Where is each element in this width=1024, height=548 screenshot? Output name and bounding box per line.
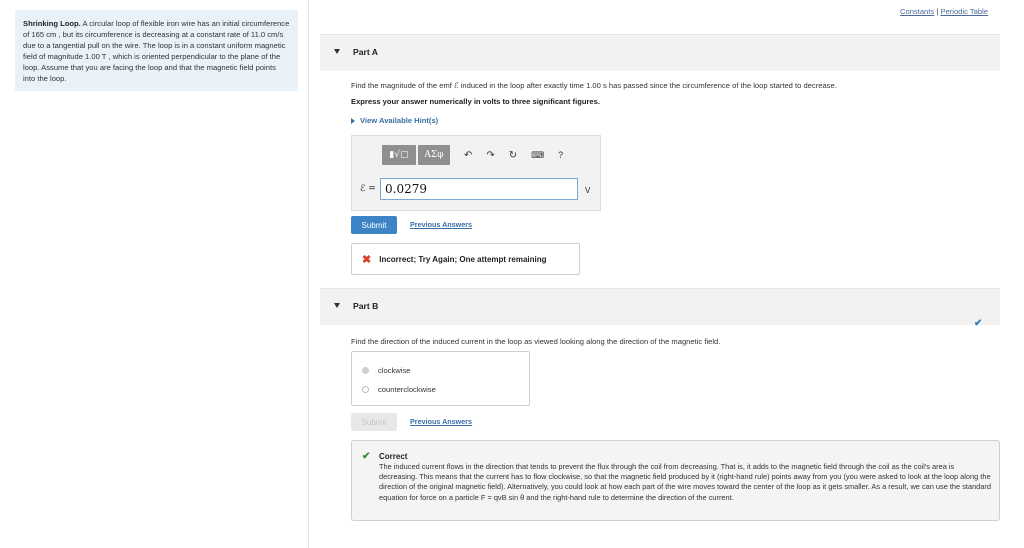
top-links xyxy=(900,7,988,16)
part-a-instruction: Express your answer numerically in volts to three significant figures. xyxy=(351,97,600,106)
help-icon[interactable]: ? xyxy=(558,150,564,160)
panel-divider xyxy=(308,0,309,548)
problem-intro-panel xyxy=(15,10,298,91)
constants-link[interactable]: Constants xyxy=(900,7,935,16)
periodic-table-link[interactable]: Periodic Table xyxy=(940,7,988,16)
part-a-submit-button[interactable]: Submit xyxy=(351,216,397,234)
undo-icon[interactable]: ↶ xyxy=(464,149,473,161)
part-a-previous-answers-link[interactable]: Previous Answers xyxy=(410,220,473,229)
correct-explanation: The induced current flows in the direction that tends to prevent the flux through the coil from decreasing. That is, it adds to the magnetic field through the coil as the coil's area is decreasing. This means that the current has to flow clockwise, so that the magnetic field produced by it (right-hand rule) points away from you (you were asked to look at the loop along the direction of the original magnetic field). Alternatively, you could look at how each part of the wire moves toward the center of the loop as it gets smaller. As a result, we can use the standard equation for force on a particle F = qvB sin θ and the right-hand rule to determine the direction of the current. xyxy=(379,462,991,502)
keyboard-icon[interactable]: ⌨ xyxy=(531,149,545,160)
emf-answer-input[interactable]: 0.0279 xyxy=(380,178,578,200)
part-b-feedback xyxy=(351,440,1000,521)
symbols-button[interactable]: ΑΣφ xyxy=(418,145,450,165)
part-b-previous-answers-link[interactable]: Previous Answers xyxy=(410,417,473,426)
part-a-header[interactable] xyxy=(320,34,1000,71)
option-label: clockwise xyxy=(378,366,411,375)
part-b-submit-button[interactable]: Submit xyxy=(351,413,397,431)
emf-label: ℰ = xyxy=(360,184,376,194)
collapse-triangle-icon[interactable] xyxy=(334,49,340,54)
part-a-feedback xyxy=(351,243,580,275)
links-separator: | xyxy=(936,7,939,16)
collapse-triangle-icon[interactable] xyxy=(334,303,340,308)
hint-label: View Available Hint(s) xyxy=(360,116,439,125)
part-b-question: Find the direction of the induced current in the loop as viewed looking along the direction of the magnetic field. xyxy=(351,337,721,346)
view-hints-link[interactable] xyxy=(351,116,438,125)
problem-title: Shrinking Loop. xyxy=(23,19,81,28)
part-b-title: Part B xyxy=(353,301,379,311)
option-clockwise[interactable] xyxy=(362,366,411,375)
redo-icon[interactable]: ↷ xyxy=(486,149,495,161)
part-a-title: Part A xyxy=(353,47,378,57)
radio-selected[interactable] xyxy=(362,367,369,374)
expand-triangle-icon xyxy=(351,118,355,124)
reset-icon[interactable]: ↻ xyxy=(508,149,518,161)
templates-button[interactable]: ▮√▢ xyxy=(382,145,416,165)
option-label: counterclockwise xyxy=(378,385,436,394)
option-counterclockwise[interactable] xyxy=(362,385,436,394)
feedback-text: Incorrect; Try Again; One attempt remaining xyxy=(379,254,547,264)
direction-options xyxy=(351,351,530,406)
math-toolbar xyxy=(382,144,563,166)
incorrect-x-icon: ✖ xyxy=(362,253,372,266)
correct-check-icon: ✔ xyxy=(362,451,371,462)
answer-input-box xyxy=(351,135,601,211)
part-a-question: Find the magnitude of the emf ℰ induced in the loop after exactly time 1.00 s has passed since the circumference of the loop started to decrease. xyxy=(351,81,837,90)
unit-label: V xyxy=(585,186,591,195)
correct-title: Correct xyxy=(379,452,408,461)
problem-statement: A circular loop of flexible iron wire has an initial circumference of 165 cm , but its circumference is decreasing at a constant rate of 11.0 cm/s due to a tangential pull on the wire. The loop is in a constant uniform magnetic field of magnitude 1.00 T , which is oriented perpendicular to the plane of the loop. Assume that you are facing the loop and that the magnetic field points into the loop. xyxy=(23,19,290,83)
part-b-complete-check-icon: ✔ xyxy=(974,318,983,329)
part-b-header[interactable] xyxy=(320,288,1000,325)
radio-unselected[interactable] xyxy=(362,386,369,393)
